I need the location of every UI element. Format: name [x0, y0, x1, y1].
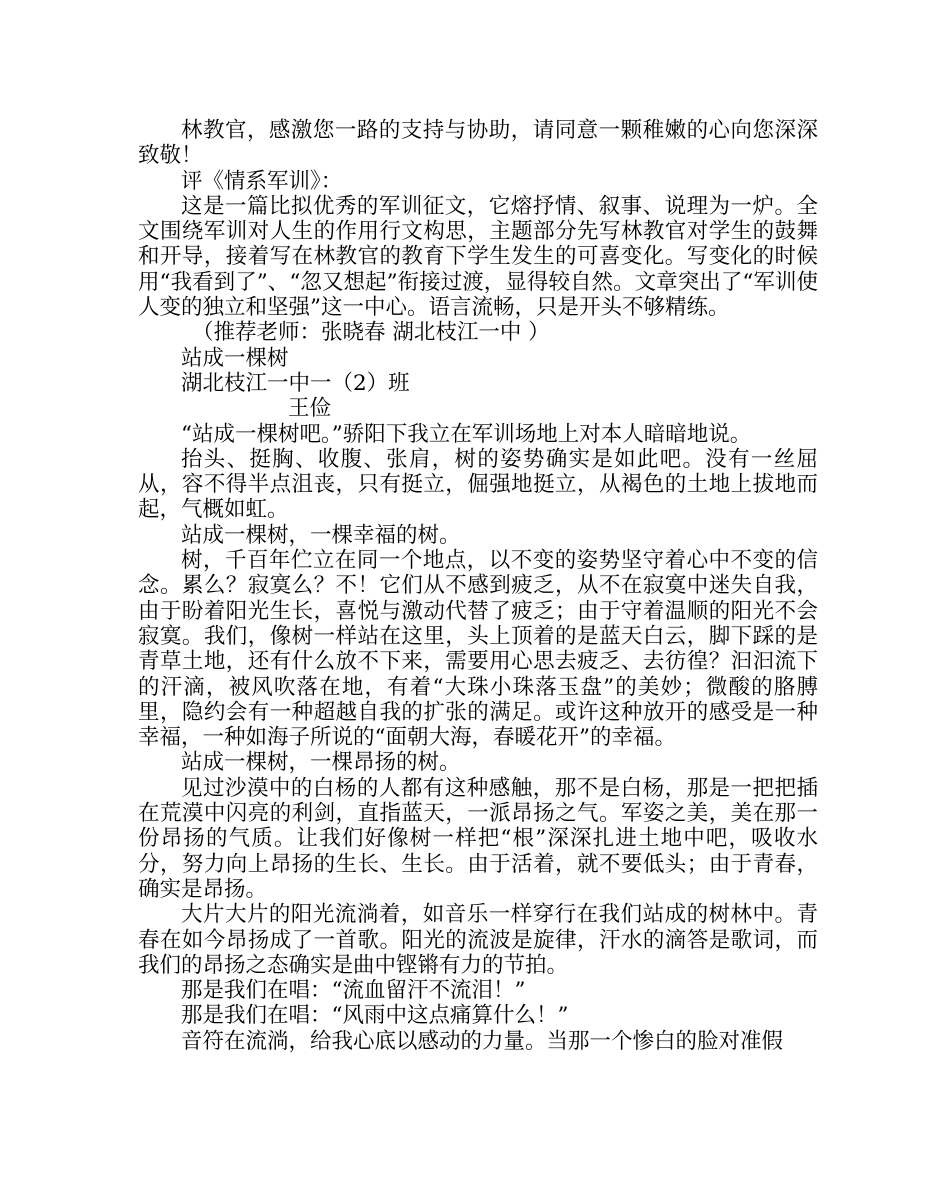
essay-paragraph: 大片大片的阳光流淌着，如音乐一样穿行在我们站成的树林中。青春在如今昂扬成了一首歌。阳光的流波是旋律，汗水的滴答是歌词，而我们的昂扬之态确实是曲中铿锵有力的节拍。: [138, 902, 818, 978]
essay-paragraph: 抬头、挺胸、收腹、张肩，树的姿势确实是如此吧。没有一丝屈从，容不得半点沮丧，只有挺立，倔强地挺立，从褐色的土地上拔地而起，气概如虹。: [138, 446, 818, 523]
paragraph-thanks: 林教官，感激您一路的支持与协助，请同意一颗稚嫩的心向您深深致敬！: [138, 118, 818, 169]
essay-paragraph: 站成一棵树，一棵幸福的树。: [181, 522, 461, 548]
document-page: [138, 118, 818, 1054]
essay-paragraph: 音符在流淌，给我心底以感动的力量。当那一个惨白的脸对准假: [181, 1028, 784, 1054]
essay-paragraph: 树，千百年伫立在同一个地点，以不变的姿势坚守着心中不变的信念。累么？寂寞么？不！它们从不感到疲乏，从不在寂寞中迷失自我，由于盼着阳光生长，喜悦与激动代替了疲乏；由于守着温顺的阳光不会寂寞。我们，像树一样站在这里，头上顶着的是蓝天白云，脚下踩的是青草土地，还有什么放不下来，需要用心思去疲乏、去彷徨？汩汩流下的汗滴，被风吹落在地，有着“大珠小珠落玉盘”的美妙；微酸的胳膊里，隐约会有一种超越自我的扩张的满足。或许这种放开的感受是一种幸福，一种如海子所说的“面朝大海，春暖花开”的幸福。: [138, 548, 818, 751]
essay-paragraph: 那是我们在唱：“流血留汗不流泪！”: [181, 978, 526, 1004]
essay-paragraph: 站成一棵树，一棵昂扬的树。: [181, 750, 461, 776]
essay-paragraph: 那是我们在唱：“风雨中这点痛算什么！”: [181, 1003, 569, 1029]
essay-author: 王俭: [288, 396, 332, 422]
essay-title: 站成一棵树: [181, 345, 289, 371]
review-body: 这是一篇比拟优秀的军训征文，它熔抒情、叙事、说理为一炉。全文围绕军训对人生的作用行文构思，主题部分先写林教官对学生的鼓舞和开导，接着写在林教官的教育下学生发生的可喜变化。写变化的时候用“我看到了”、“忽又想起”衔接过渡，显得较自然。文章突出了“军训使人变的独立和坚强”这一中心。语言流畅，只是开头不够精练。: [138, 193, 818, 321]
recommending-teacher: （推荐老师：张晓春 湖北枝江一中 ）: [192, 320, 550, 346]
review-heading: 评《情系军训》：: [181, 168, 343, 194]
essay-school-class: 湖北枝江一中一（2）班: [181, 370, 410, 396]
essay-paragraph: “站成一棵树吧。”骄阳下我立在军训场地上对本人暗暗地说。: [181, 421, 752, 447]
essay-paragraph: 见过沙漠中的白杨的人都有这种感触，那不是白杨，那是一把把插在荒漠中闪亮的利剑，直指蓝天，一派昂扬之气。军姿之美，美在那一份昂扬的气质。让我们好像树一样把“根”深深扎进土地中吧，吸收水分，努力向上昂扬的生长、生长。由于活着，就不要低头；由于青春，确实是昂扬。: [138, 775, 818, 902]
